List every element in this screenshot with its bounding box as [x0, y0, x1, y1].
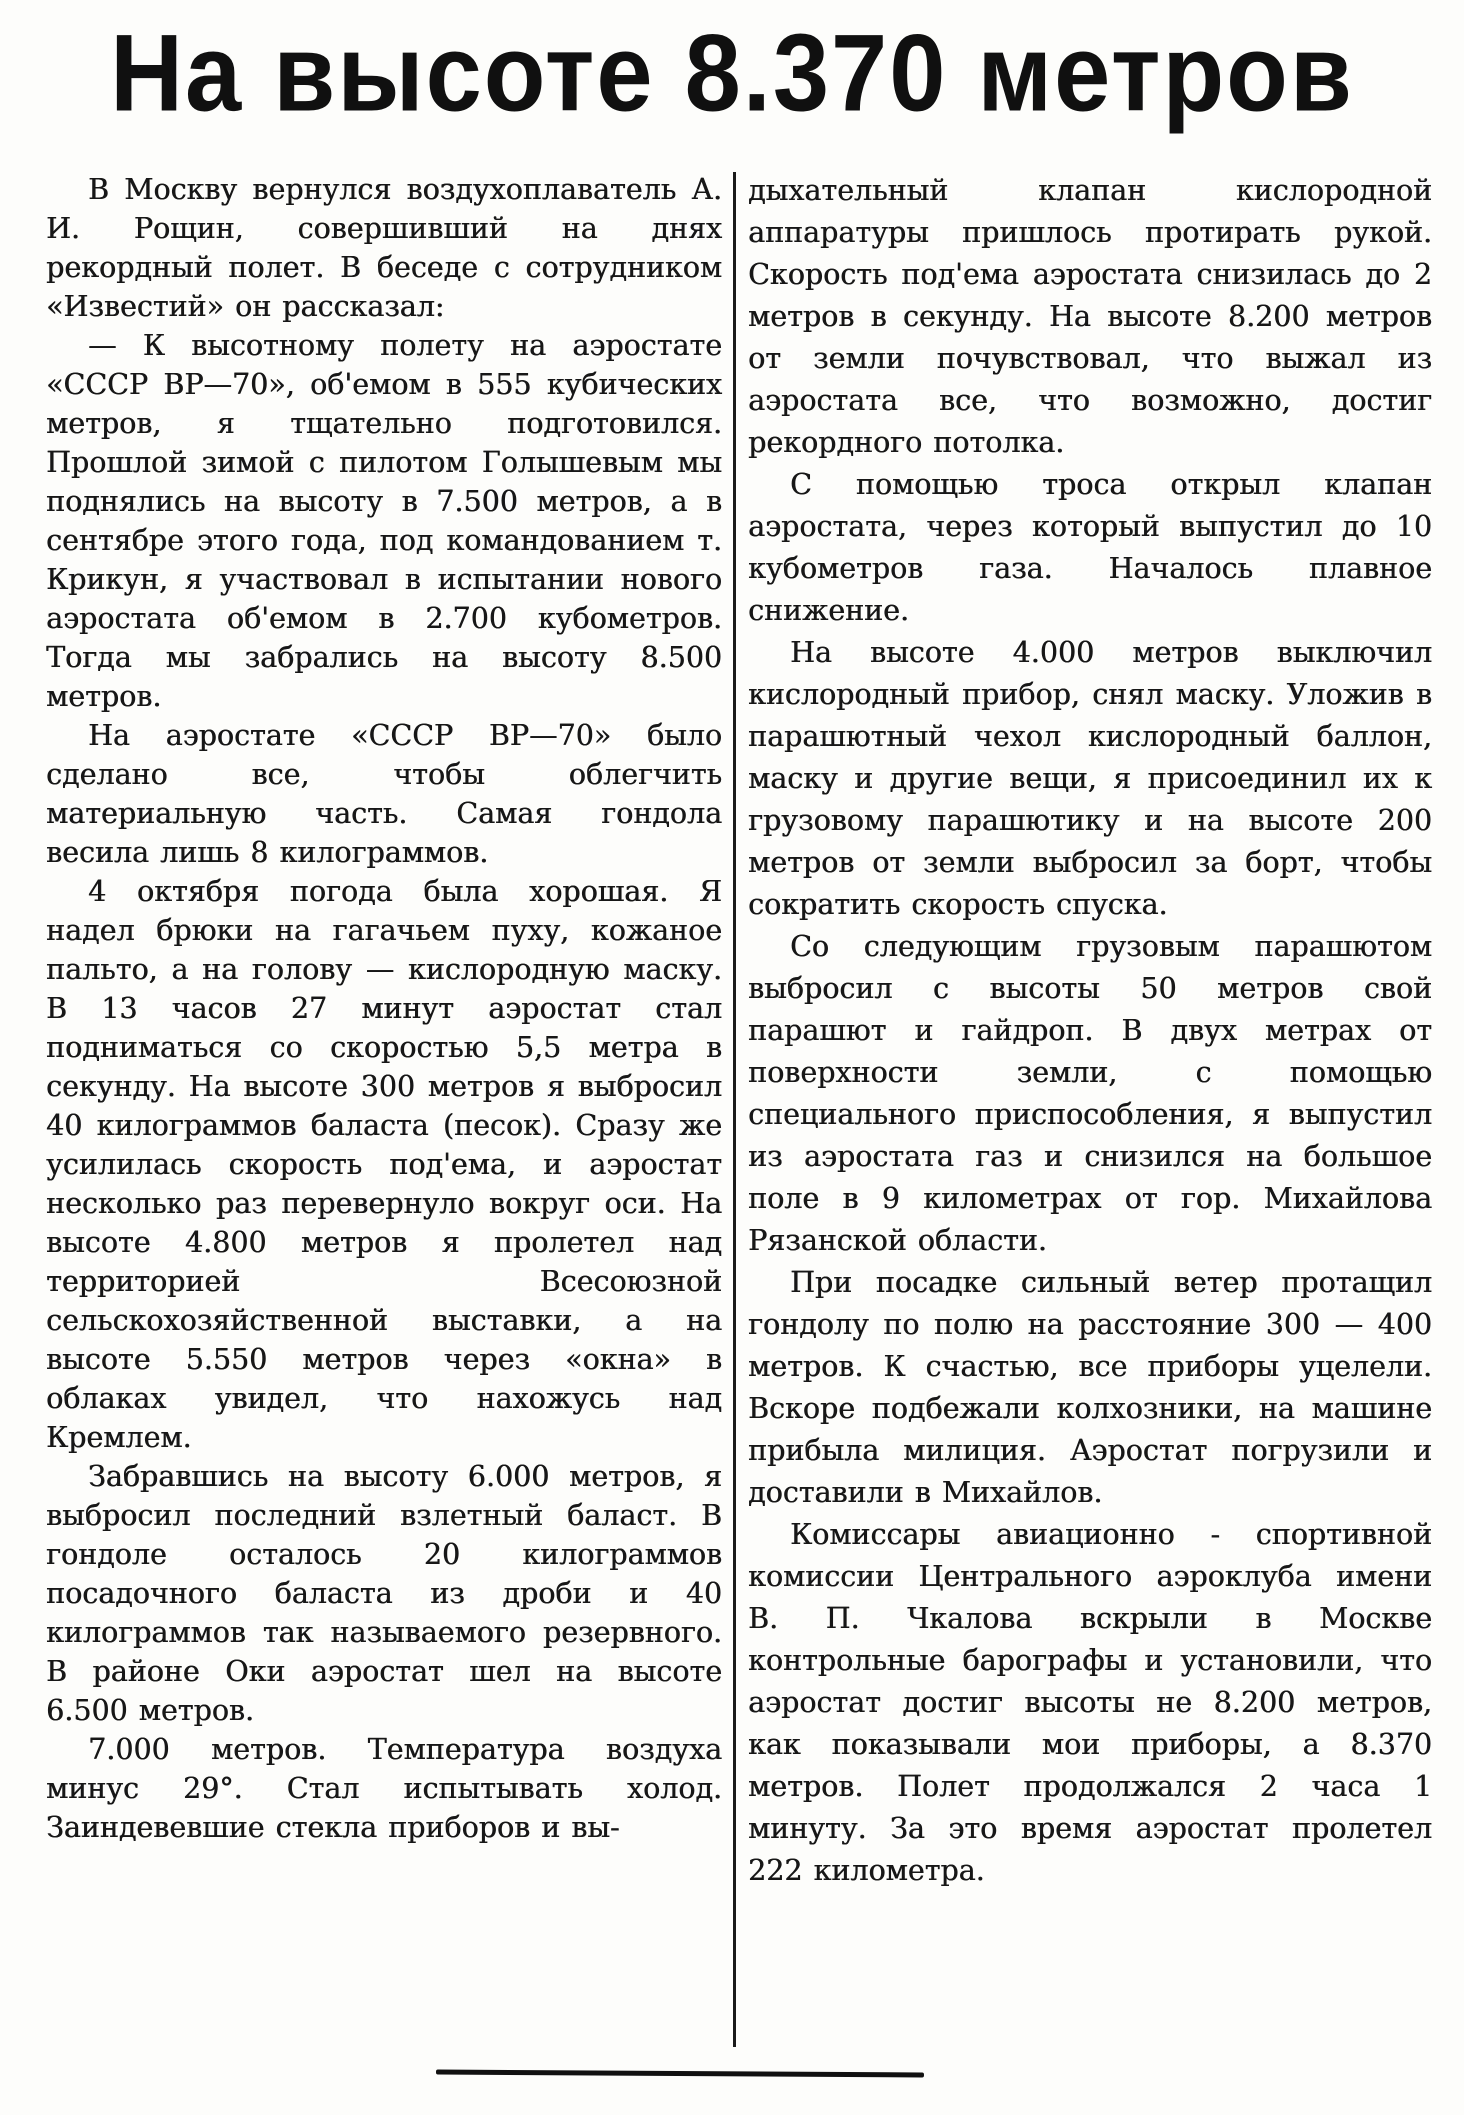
paragraph-descent: На высоте 4.000 метров выключил кислородный прибор, снял маску. Уложив в парашютный чехол кислородный баллон, маску и другие вещи, я присоединил их к грузовому парашютику и на высоте 200 метров от земли выбросил за борт, чтобы сократить скорость спуска.: [748, 636, 1432, 921]
paragraph-ballast: Забравшись на высоту 6.000 метров, я выбросил последний взлетный баласт. В гондоле осталось 20 килограммов посадочного баласта из дроби и 40 килограммов так называемого резервного. В районе Оки аэростат шел на высоте 6.500 метров.: [46, 1460, 722, 1727]
column-divider-rule: [733, 172, 736, 2047]
paragraph-cold: 7.000 метров. Температура воздуха минус 29°. Стал испытывать холод. Заиндевевшие стекла приборов и вы-: [46, 1733, 722, 1844]
paragraph-ceiling: дыхательный клапан кислородной аппаратуры пришлось протирать рукой. Скорость под'ема аэростата снизилась до 2 метров в секунду. На высоте 8.200 метров от земли почувствовал, что выжал из аэростата все, что возможно, достиг рекордного потолка.: [748, 174, 1432, 459]
paragraph-preparation: — К высотному полету на аэростате «СССР ВР—70», об'емом в 555 кубических метров, я тщательно подготовился. Прошлой зимой с пилотом Голышевым мы поднялись на высоту в 7.500 метров, а в сентябре этого года, под командованием т. Крикун, я участвовал в испытании нового аэростата об'емом в 2.700 кубометров. Тогда мы забрались на высоту 8.500 метров.: [46, 329, 722, 713]
paragraph-gondola: На аэростате «СССР ВР—70» было сделано все, чтобы облегчить материальную часть. Самая гондола весила лишь 8 килограммов.: [46, 719, 722, 869]
article-end-rule: [436, 2070, 924, 2078]
paragraph-intro: В Москву вернулся воздухоплаватель А. И. Рощин, совершивший на днях рекордный полет. В беседе с сотрудником «Известий» он рассказал:: [46, 173, 722, 323]
left-column: [46, 170, 722, 1847]
paragraph-valve: С помощью троса открыл клапан аэростата, через который выпустил до 10 кубометров газа. Началось плавное снижение.: [748, 468, 1432, 627]
paragraph-record-confirmed: Комиссары авиационно - спортивной комиссии Центрального аэроклуба имени В. П. Чкалова вскрыли в Москве контрольные барографы и установили, что аэростат достиг высоты не 8.200 метров, как показывали мои приборы, а 8.370 метров. Полет продолжался 2 часа 1 минуту. За это время аэростат пролетел 222 километра.: [748, 1518, 1432, 1887]
right-column: [748, 170, 1432, 1892]
paragraph-landing-field: Со следующим грузовым парашютом выбросил с высоты 50 метров свой парашют и гайдроп. В двух метрах от поверхности земли, с помощью специального приспособления, я выпустил из аэростата газ и снизился на большое поле в 9 километрах от гор. Михайлова Рязанской области.: [748, 930, 1432, 1257]
paragraph-launch: 4 октября погода была хорошая. Я надел брюки на гагачьем пуху, кожаное пальто, а на голову — кислородную маску. В 13 часов 27 минут аэростат стал подниматься со скоростью 5,5 метра в секунду. На высоте 300 метров я выбросил 40 килограммов баласта (песок). Сразу же усилилась скорость под'ема, и аэростат несколько раз перевернуло вокруг оси. На высоте 4.800 метров я пролетел над территорией Всесоюзной сельскохозяйственной выставки, а на высоте 5.550 метров через «окна» в облаках увидел, что нахожусь над Кремлем.: [46, 875, 722, 1454]
article-headline: На высоте 8.370 метров: [110, 13, 1354, 135]
paragraph-landing-wind: При посадке сильный ветер протащил гондолу по полю на расстояние 300 — 400 метров. К счастью, все приборы уцелели. Вскоре подбежали колхозники, на машине прибыла милиция. Аэростат погрузили и доставили в Михайлов.: [748, 1266, 1432, 1509]
